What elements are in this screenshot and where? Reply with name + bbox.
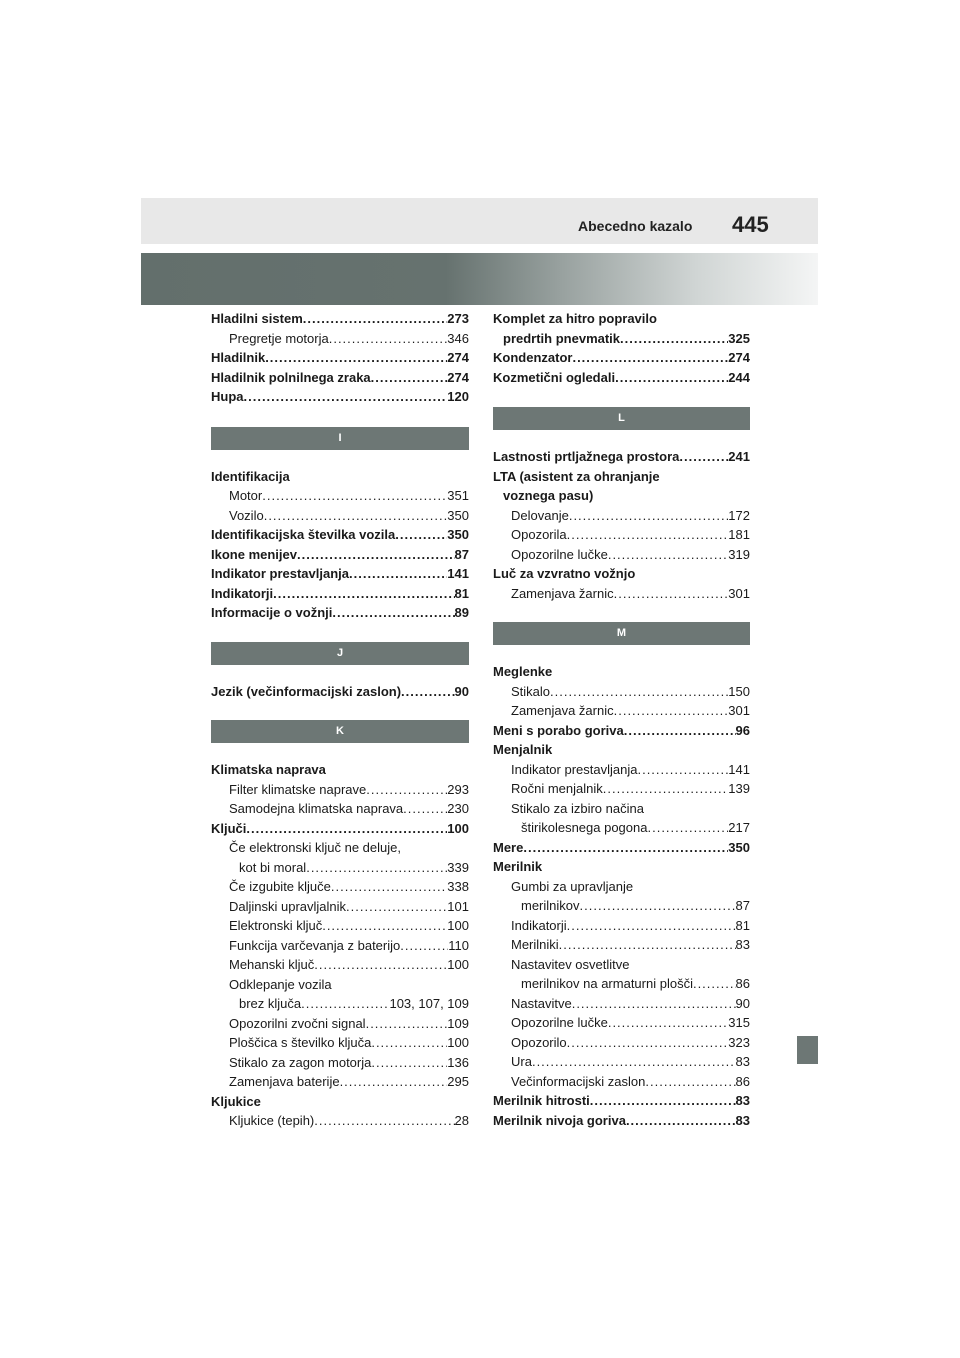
index-subentry: Zamenjava žarnic ..... 301 [493,701,750,721]
index-entry: Hladilnik polnilnega zraka ..... 274 [211,368,469,388]
index-subentry: merilnikov na armaturni plošči ..... 86 [493,974,750,994]
index-block [211,760,469,1131]
index-heading: Komplet za hitro popravilo [493,311,657,326]
index-subentry: Mehanski ključ ..... 100 [211,955,469,975]
index-subentry: Delovanje ..... 172 [493,506,750,526]
index-block [211,309,469,407]
index-block [211,682,469,702]
index-entry: Jezik (večinformacijski zaslon) ..... 90 [211,682,469,702]
index-subentry: Samodejna klimatska naprava ..... 230 [211,799,469,819]
index-subentry: brez ključa ..... 103, 107, 109 [211,994,469,1014]
index-subheading: Gumbi za upravljanje [511,878,634,894]
index-entry: Ključi ..... 100 [211,819,469,839]
index-entry: Kondenzator ..... 274 [493,348,750,368]
index-entry: Indikatorji ..... 81 [211,584,469,604]
index-entry: Mere ..... 350 [493,838,750,858]
index-heading: Meglenke [493,664,553,679]
index-subentry: Indikator prestavljanja ..... 141 [493,760,750,780]
index-entry: Indikator prestavljanja ..... 141 [211,564,469,584]
index-subentry: Indikatorji ..... 81 [493,916,750,936]
letter-header-i: I [211,427,469,450]
index-entry: Merilnik nivoja goriva ..... 83 [493,1111,750,1131]
thumb-index-tab [797,1036,818,1064]
letter-header-j: J [211,642,469,665]
index-subentry: Funkcija varčevanja z baterijo ..... 110 [211,936,469,956]
index-subentry: Ploščica s številko ključa ..... 100 [211,1033,469,1053]
index-entry: Merilnik hitrosti ..... 83 [493,1091,750,1111]
index-heading: Identifikacija [211,468,290,484]
letter-header-m: M [493,622,750,645]
index-block [211,467,469,623]
index-subentry: Stikalo ..... 150 [493,682,750,702]
index-column-right [493,309,750,1130]
letter-header-l: L [493,407,750,430]
header-bar [141,198,818,244]
index-subentry: Merilniki ..... 83 [493,935,750,955]
index-entry: Identifikacijska številka vozila ..... 350 [211,525,469,545]
index-subentry: Stikalo za zagon motorja ..... 136 [211,1053,469,1073]
index-subentry: Nastavitve ..... 90 [493,994,750,1014]
index-subentry: Opozorilni zvočni signal ..... 109 [211,1014,469,1034]
index-entry: Meni s porabo goriva ..... 96 [493,721,750,741]
letter-header-k: K [211,720,469,743]
index-subentry: Ura ..... 83 [493,1052,750,1072]
index-subentry: Večinformacijski zaslon ..... 86 [493,1072,750,1092]
index-block [493,662,750,1130]
index-subheading: Stikalo za izbiro načina [511,800,644,816]
index-subentry: Motor ..... 351 [211,486,469,506]
index-heading: Merilnik [493,859,543,874]
header-gradient-band [141,253,818,305]
index-subheading: Če elektronski ključ ne deluje, [229,840,401,855]
index-subheading: Odklepanje vozila [229,976,332,992]
index-subheading: Nastavitev osvetlitve [511,956,630,972]
index-subentry: Kljukice (tepih) ..... 28 [211,1111,469,1131]
index-subentry: Vozilo ..... 350 [211,506,469,526]
index-subentry: Zamenjava baterije ..... 295 [211,1072,469,1092]
index-heading: Menjalnik [493,742,553,757]
index-subentry: Če izgubite ključe ..... 338 [211,877,469,897]
index-entry: Hladilnik ..... 274 [211,348,469,368]
index-heading: LTA (asistent za ohranjanje [493,468,660,484]
index-heading: Klimatska naprava [211,762,326,777]
index-subentry: Zamenjava žarnic ..... 301 [493,584,750,604]
index-subentry: merilnikov ..... 87 [493,896,750,916]
index-subentry: Pregretje motorja ..... 346 [211,329,469,349]
index-entry: Lastnosti prtljažnega prostora ..... 241 [493,447,750,467]
index-subentry: Opozorilne lučke ..... 319 [493,545,750,565]
index-column-left [211,309,469,1131]
index-entry: Ikone menijev ..... 87 [211,545,469,565]
index-heading-continued: voznega pasu) [503,488,594,503]
index-entry: Kozmetični ogledali ..... 244 [493,368,750,388]
index-subentry: Opozorilne lučke ..... 315 [493,1013,750,1033]
index-subentry: Daljinski upravljalnik ..... 101 [211,897,469,917]
index-subentry: Opozorila ..... 181 [493,525,750,545]
index-subentry: Opozorilo ..... 323 [493,1033,750,1053]
index-heading: Kljukice [211,1093,261,1109]
index-entry: Hladilni sistem ..... 273 [211,309,469,329]
index-subentry: Ročni menjalnik ..... 139 [493,779,750,799]
index-block [493,309,750,387]
index-subentry: Elektronski ključ ..... 100 [211,916,469,936]
index-heading: Luč za vzvratno vožnjo [493,566,636,581]
index-entry: predrtih pnevmatik ..... 325 [493,329,750,349]
index-entry: Informacije o vožnji ..... 89 [211,603,469,623]
index-entry: Hupa ..... 120 [211,387,469,407]
section-title: Abecedno kazalo [578,218,693,234]
index-subentry: kot bi moral ..... 339 [211,858,469,878]
page-number: 445 [732,212,769,237]
index-block [493,447,750,603]
index-subentry: Filter klimatske naprave ..... 293 [211,780,469,800]
index-subentry: štirikolesnega pogona ..... 217 [493,818,750,838]
